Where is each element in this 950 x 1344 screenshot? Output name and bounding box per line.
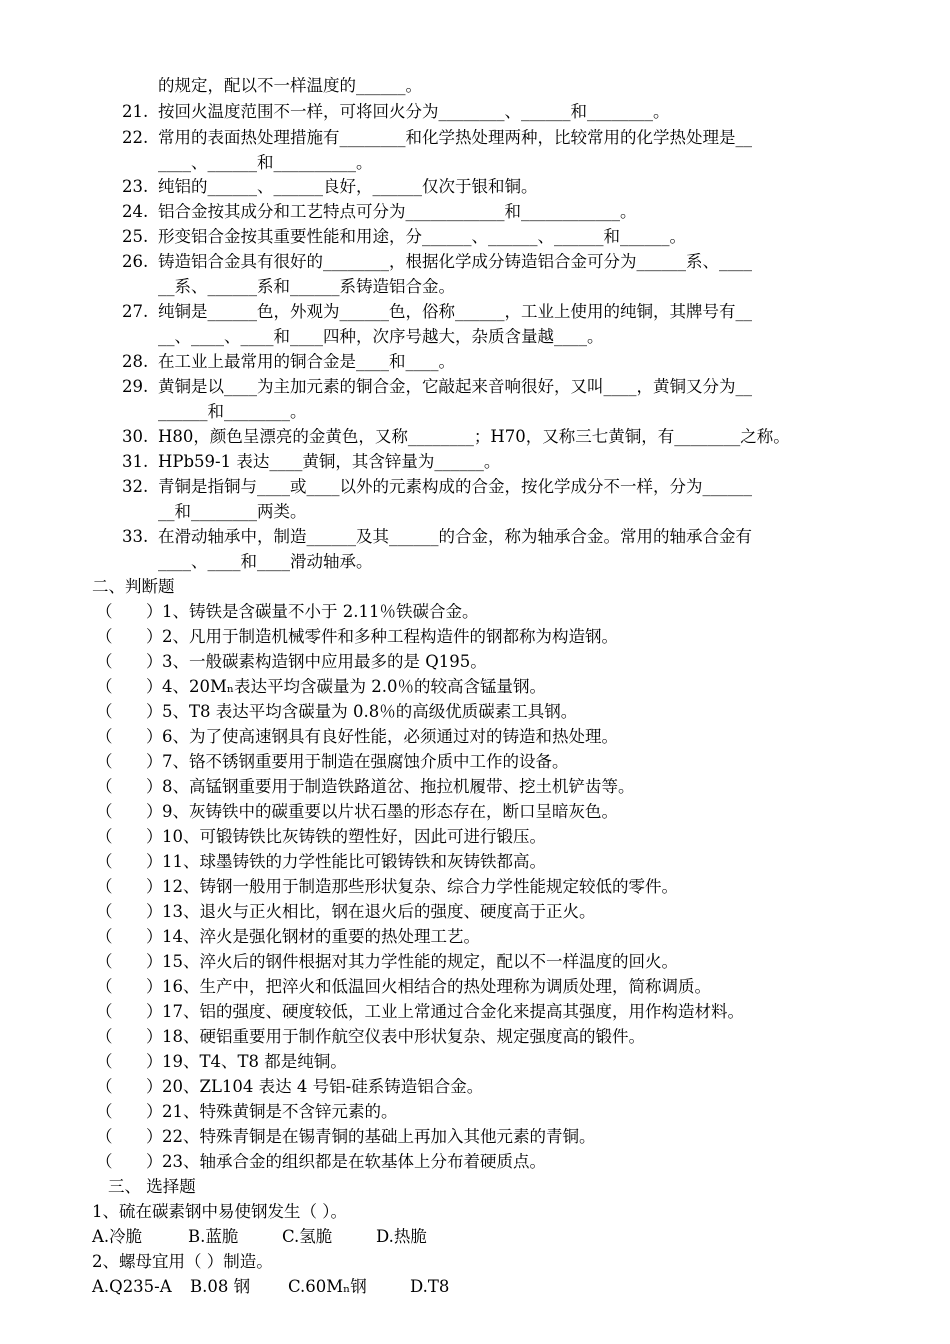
answer-bracket-close: ） — [146, 727, 163, 746]
answer-bracket-close: ） — [146, 927, 163, 946]
answer-bracket-open: （ — [96, 1052, 113, 1071]
fill-in-continuation: 的规定，配以不一样温度的______。 — [158, 76, 422, 95]
answer-bracket-open: （ — [96, 1077, 113, 1096]
choice-option: A.Q235-A — [92, 1277, 172, 1296]
item-text-continuation: __、____、____和____四种，次序号越大，杂质含量越____。 — [158, 327, 604, 346]
item-text: 纯铜是______色，外观为______色，俗称______，工业上使用的纯铜，其牌号有__ — [158, 302, 752, 321]
item-text: 按回火温度范围不一样，可将回火分为________、______和________。 — [158, 102, 670, 121]
item-number: 22. — [122, 128, 149, 147]
answer-bracket-open: （ — [96, 802, 113, 821]
statement-text: 18、硬铝重要用于制作航空仪表中形状复杂、规定强度高的锻件。 — [162, 1027, 645, 1046]
item-number: 25. — [122, 227, 149, 246]
choice-option: C.氢脆 — [282, 1227, 333, 1246]
statement-text: 2、凡用于制造机械零件和多种工程构造件的钢都称为构造钢。 — [162, 627, 618, 646]
answer-bracket-open: （ — [96, 627, 113, 646]
answer-bracket-open: （ — [96, 1002, 113, 1021]
item-text: 纯铝的______、______良好，______仅次于银和铜。 — [158, 177, 538, 196]
answer-bracket-open: （ — [96, 602, 113, 621]
answer-bracket-close: ） — [146, 777, 163, 796]
statement-text: 11、球墨铸铁的力学性能比可锻铸铁和灰铸铁都高。 — [162, 852, 546, 871]
item-text: 铸造铝合金具有很好的________，根据化学成分铸造铝合金可分为______系、____ — [158, 252, 752, 271]
statement-text: 5、T8 表达平均含碳量为 0.8％的高级优质碳素工具钢。 — [162, 702, 578, 721]
choice-options — [92, 1275, 449, 1299]
answer-bracket-close: ） — [146, 852, 163, 871]
choice-question-stem: 2、螺母宜用（ ）制造。 — [92, 1252, 273, 1271]
statement-text: 20、ZL104 表达 4 号铝-硅系铸造铝合金。 — [162, 1077, 484, 1096]
item-text-continuation: ____、____和____滑动轴承。 — [158, 552, 373, 571]
choice-option: D.T8 — [410, 1277, 450, 1296]
statement-text: 22、特殊青铜是在锡青铜的基础上再加入其他元素的青铜。 — [162, 1127, 596, 1146]
item-number: 32. — [122, 477, 149, 496]
item-number: 23. — [122, 177, 149, 196]
statement-text: 6、为了使高速钢具有良好性能，必须通过对的铸造和热处理。 — [162, 727, 618, 746]
answer-bracket-open: （ — [96, 777, 113, 796]
statement-text: 19、T4、T8 都是纯铜。 — [162, 1052, 347, 1071]
item-number: 24. — [122, 202, 149, 221]
answer-bracket-open: （ — [96, 827, 113, 846]
item-number: 27. — [122, 302, 149, 321]
statement-text: 16、生产中，把淬火和低温回火相结合的热处理称为调质处理，简称调质。 — [162, 977, 711, 996]
choice-option: C.60Mₙ钢 — [288, 1277, 367, 1296]
item-text: 形变铝合金按其重要性能和用途，分______、______、______和______。 — [158, 227, 686, 246]
answer-bracket-open: （ — [96, 852, 113, 871]
statement-text: 4、20Mₙ表达平均含碳量为 2.0％的较高含锰量钢。 — [162, 677, 547, 696]
item-number: 30. — [122, 427, 149, 446]
answer-bracket-open: （ — [96, 1152, 113, 1171]
item-text: 在滑动轴承中，制造______及其______的合金，称为轴承合金。常用的轴承合金有 — [158, 527, 752, 546]
answer-bracket-open: （ — [96, 677, 113, 696]
answer-bracket-close: ） — [146, 1127, 163, 1146]
answer-bracket-open: （ — [96, 877, 113, 896]
item-text-continuation: ____、______和__________。 — [158, 153, 373, 172]
statement-text: 10、可锻铸铁比灰铸铁的塑性好，因此可进行锻压。 — [162, 827, 546, 846]
section-heading-true-false: 二、判断题 — [92, 577, 175, 596]
statement-text: 13、退火与正火相比，钢在退火后的强度、硬度高于正火。 — [162, 902, 596, 921]
answer-bracket-close: ） — [146, 802, 163, 821]
answer-bracket-open: （ — [96, 702, 113, 721]
item-text-continuation: __系、______系和______系铸造铝合金。 — [158, 277, 455, 296]
statement-text: 1、铸铁是含碳量不小于 2.11％铁碳合金。 — [162, 602, 479, 621]
choice-option: B.08 钢 — [190, 1277, 251, 1296]
answer-bracket-open: （ — [96, 977, 113, 996]
item-number: 31. — [122, 452, 149, 471]
choice-question-stem: 1、硫在碳素钢中易使钢发生（ ）。 — [92, 1202, 347, 1221]
statement-text: 23、轴承合金的组织都是在软基体上分布着硬质点。 — [162, 1152, 546, 1171]
choice-option: A.冷脆 — [92, 1227, 143, 1246]
answer-bracket-open: （ — [96, 927, 113, 946]
statement-text: 9、灰铸铁中的碳重要以片状石墨的形态存在，断口呈暗灰色。 — [162, 802, 618, 821]
section-heading-multiple-choice: 三、 选择题 — [108, 1177, 196, 1196]
statement-text: 7、铬不锈钢重要用于制造在强腐蚀介质中工作的设备。 — [162, 752, 569, 771]
statement-text: 14、淬火是强化钢材的重要的热处理工艺。 — [162, 927, 480, 946]
answer-bracket-close: ） — [146, 977, 163, 996]
statement-text: 12、铸钢一般用于制造那些形状复杂、综合力学性能规定较低的零件。 — [162, 877, 678, 896]
answer-bracket-open: （ — [96, 652, 113, 671]
answer-bracket-close: ） — [146, 1077, 163, 1096]
answer-bracket-close: ） — [146, 752, 163, 771]
answer-bracket-close: ） — [146, 702, 163, 721]
answer-bracket-close: ） — [146, 952, 163, 971]
answer-bracket-close: ） — [146, 827, 163, 846]
statement-text: 21、特殊黄铜是不含锌元素的。 — [162, 1102, 398, 1121]
item-text: 黄铜是以____为主加元素的铜合金，它敲起来音响很好，又叫____，黄铜又分为__ — [158, 377, 752, 396]
answer-bracket-close: ） — [146, 627, 163, 646]
answer-bracket-close: ） — [146, 1152, 163, 1171]
item-number: 21. — [122, 102, 149, 121]
statement-text: 15、淬火后的钢件根据对其力学性能的规定，配以不一样温度的回火。 — [162, 952, 678, 971]
item-text: HPb59-1 表达____黄铜，其含锌量为______。 — [158, 452, 501, 471]
answer-bracket-close: ） — [146, 1002, 163, 1021]
item-text-continuation: ______和________。 — [158, 402, 307, 421]
answer-bracket-open: （ — [96, 902, 113, 921]
answer-bracket-close: ） — [146, 652, 163, 671]
answer-bracket-close: ） — [146, 877, 163, 896]
item-number: 29. — [122, 377, 149, 396]
answer-bracket-close: ） — [146, 902, 163, 921]
item-text: H80，颜色呈漂亮的金黄色，又称________；H70，又称三七黄铜，有________之称。 — [158, 427, 790, 446]
item-number: 28. — [122, 352, 149, 371]
item-number: 26. — [122, 252, 149, 271]
item-number: 33. — [122, 527, 149, 546]
item-text: 常用的表面热处理措施有________和化学热处理两种，比较常用的化学热处理是__ — [158, 128, 752, 147]
answer-bracket-close: ） — [146, 602, 163, 621]
answer-bracket-open: （ — [96, 1127, 113, 1146]
answer-bracket-open: （ — [96, 752, 113, 771]
answer-bracket-close: ） — [146, 1052, 163, 1071]
answer-bracket-open: （ — [96, 1027, 113, 1046]
statement-text: 8、高锰钢重要用于制造铁路道岔、拖拉机履带、挖土机铲齿等。 — [162, 777, 635, 796]
item-text: 铝合金按其成分和工艺特点可分为____________和____________。 — [158, 202, 637, 221]
answer-bracket-open: （ — [96, 727, 113, 746]
item-text-continuation: __和________两类。 — [158, 502, 307, 521]
answer-bracket-open: （ — [96, 952, 113, 971]
answer-bracket-close: ） — [146, 677, 163, 696]
choice-option: B.蓝脆 — [188, 1227, 239, 1246]
answer-bracket-open: （ — [96, 1102, 113, 1121]
item-text: 青铜是指铜与____或____以外的元素构成的合金，按化学成分不一样，分为______ — [158, 477, 752, 496]
answer-bracket-close: ） — [146, 1027, 163, 1046]
choice-options — [92, 1225, 427, 1249]
item-text: 在工业上最常用的铜合金是____和____。 — [158, 352, 455, 371]
statement-text: 17、铝的强度、硬度较低，工业上常通过合金化来提高其强度，用作构造材料。 — [162, 1002, 744, 1021]
answer-bracket-close: ） — [146, 1102, 163, 1121]
choice-option: D.热脆 — [376, 1227, 427, 1246]
statement-text: 3、一般碳素构造钢中应用最多的是 Q195。 — [162, 652, 487, 671]
